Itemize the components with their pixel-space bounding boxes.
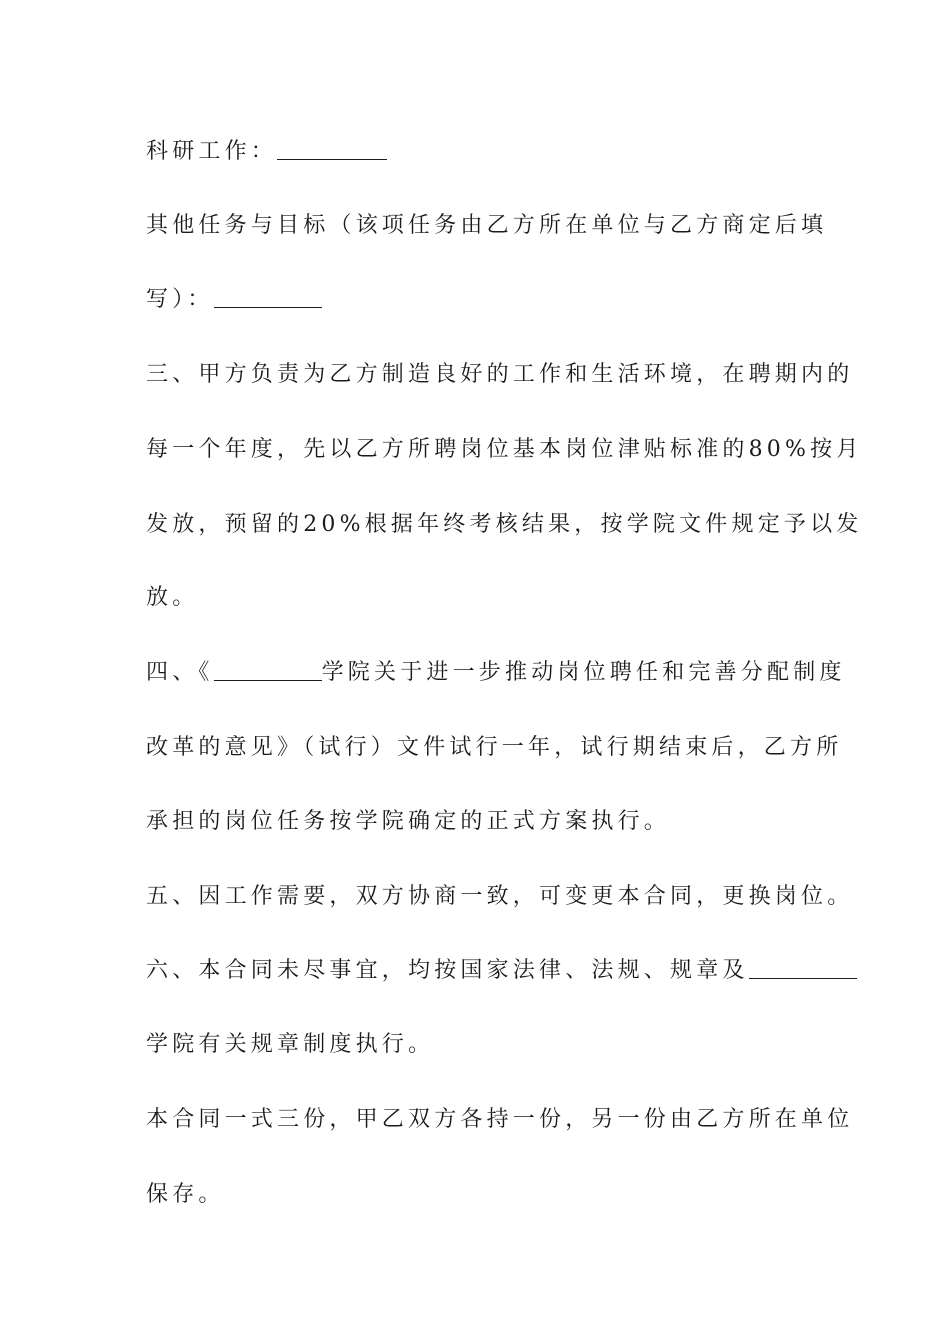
text-line-clause-4-a [146,653,846,693]
text-line-copies-b [146,1175,814,1215]
text-line-clause-6-b [146,1025,814,1065]
fill-in-blank[interactable] [214,285,322,308]
line-text: 学院关于进一步推动岗位聘任和完善分配制度 [321,660,846,685]
text-line-clause-3-b [146,430,863,470]
text-line-clause-6-a [146,951,814,991]
text-line-clause-4-b [146,728,843,768]
line-text: 放。 [146,585,199,610]
fill-in-blank[interactable] [277,137,387,160]
fill-in-blank[interactable] [214,658,322,681]
text-line-fill-in [146,280,814,320]
line-text: 保存。 [146,1182,225,1207]
line-text: 改革的意见》（试行）文件试行一年，试行期结束后，乙方所 [146,735,843,760]
line-text: 四、《 [146,660,214,685]
line-text: 三、甲方负责为乙方制造良好的工作和生活环境，在聘期内的 [146,362,854,387]
line-text: 其他任务与目标（该项任务由乙方所在单位与乙方商定后填 [146,213,828,238]
line-text: 发放，预留的20%根据年终考核结果，按学院文件规定予以发 [146,512,863,537]
line-text: 每一个年度，先以乙方所聘岗位基本岗位津贴标准的80%按月 [146,437,863,462]
line-text: 承担的岗位任务按学院确定的正式方案执行。 [146,809,671,834]
line-text: 六、本合同未尽事宜，均按国家法律、法规、规章及 [146,958,749,983]
text-line-clause-3-d [146,578,814,618]
text-line-clause-3-c [146,505,863,545]
text-line-clause-5 [146,877,854,917]
line-text: 写）： [146,287,214,312]
text-line-other-tasks [146,206,828,246]
text-line-research-work [146,132,814,172]
text-line-clause-3-a [146,355,854,395]
text-line-clause-4-c [146,802,814,842]
line-text: 五、因工作需要，双方协商一致，可变更本合同，更换岗位。 [146,884,854,909]
text-line-copies-a [146,1100,854,1140]
line-text: 本合同一式三份，甲乙双方各持一份，另一份由乙方所在单位 [146,1107,854,1132]
line-text: 学院有关规章制度执行。 [146,1032,435,1057]
fill-in-blank[interactable] [749,956,857,979]
line-text: 科研工作： [146,139,278,164]
